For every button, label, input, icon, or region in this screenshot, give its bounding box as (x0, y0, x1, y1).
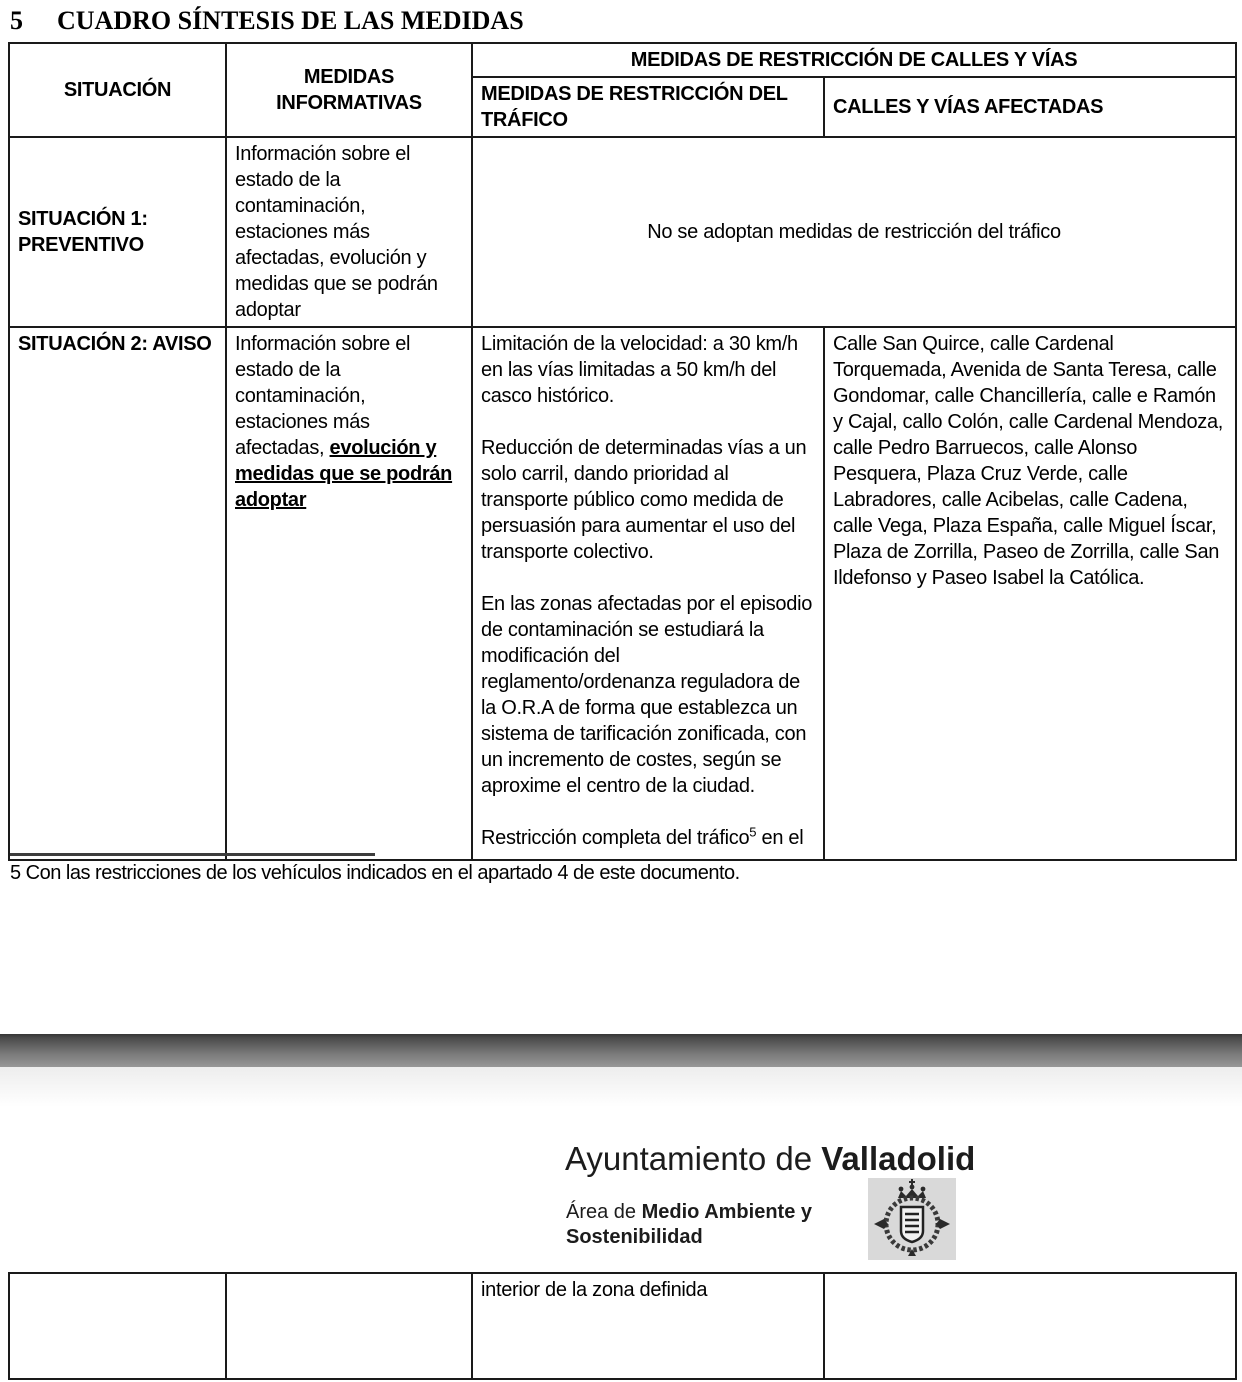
department-title (566, 1200, 818, 1250)
table-row-situacion-2 (9, 327, 1236, 860)
cont-cell-situacion (9, 1273, 226, 1379)
trafico-paragraph-1: Limitación de la velocidad: a 30 km/h en las vías limitadas a 50 km/h del casco histórico. (481, 333, 798, 407)
department-prefix: Área de (566, 1201, 642, 1223)
cont-cell-informativas (226, 1273, 472, 1379)
trafico-paragraph-4-suffix: en el (756, 827, 804, 849)
organization-prefix: Ayuntamiento de (565, 1140, 822, 1177)
section-title (10, 6, 524, 36)
trafico-paragraph-4 (481, 825, 815, 851)
table-row-continued (9, 1273, 1236, 1379)
header-calles-afectadas: CALLES Y VÍAS AFECTADAS (824, 77, 1236, 137)
header-group-restriccion: MEDIDAS DE RESTRICCIÓN DE CALLES Y VÍAS (472, 43, 1236, 77)
page-separator-shadow (0, 1067, 1242, 1107)
cell-informativas-2 (226, 327, 472, 860)
trafico-paragraph-4-text: Restricción completa del tráfico (481, 827, 750, 849)
section-title-text: CUADRO SÍNTESIS DE LAS MEDIDAS (57, 6, 524, 35)
header-situacion: SITUACIÓN (9, 43, 226, 137)
organization-name: Valladolid (821, 1140, 976, 1177)
cell-restriccion-trafico-2 (472, 327, 824, 860)
cell-situacion-2: SITUACIÓN 2: AVISO (9, 327, 226, 860)
table-row-situacion-1 (9, 137, 1236, 327)
cell-calles-afectadas-2: Calle San Quirce, calle Cardenal Torquemada, Avenida de Santa Teresa, calle Gondomar, calle Chancillería, calle e Ramón y Cajal, callo Colón, calle Cardenal Mendoza, calle Pedro Barruecos, calle Alonso Pesquera, Plaza Cruz Verde, calle Labradores, calle Acibelas, calle Cadena, calle Vega, Plaza España, calle Miguel Íscar, Plaza de Zorrilla, Paseo de Zorrilla, calle San Ildefonso y Paseo Isabel la Católica. (824, 327, 1236, 860)
valladolid-coat-of-arms-icon (868, 1178, 956, 1260)
measures-table-continued (8, 1272, 1237, 1380)
trafico-paragraph-3: En las zonas afectadas por el episodio de contaminación se estudiará la modificación del reglamento/ordenanza reguladora de la O.R.A de forma que establezca un sistema de tarificación zonificada, con un incremento de costes, según se aproxime el centro de la ciudad. (481, 593, 813, 797)
page-separator-bar (0, 1034, 1242, 1067)
cont-cell-calles (824, 1273, 1236, 1379)
section-number: 5 (10, 6, 23, 35)
table-header-group-row (9, 43, 1236, 77)
organization-title (565, 1140, 975, 1178)
footnote-separator-rule (10, 853, 375, 856)
footnote-reference-5: 5 (749, 824, 757, 840)
cell-situacion-1: SITUACIÓN 1: PREVENTIVO (9, 137, 226, 327)
header-restriccion-trafico: MEDIDAS DE RESTRICCIÓN DEL TRÁFICO (472, 77, 824, 137)
cell-no-restriccion: No se adoptan medidas de restricción del tráfico (472, 137, 1236, 327)
footnote-text: 5 Con las restricciones de los vehículos indicados en el apartado 4 de este documento. (10, 862, 740, 884)
trafico-paragraph-2: Reducción de determinadas vías a un solo carril, dando prioridad al transporte público como medida de persuasión para aumentar el uso del transporte colectivo. (481, 437, 807, 563)
cont-cell-restriccion-trafico: interior de la zona definida (472, 1273, 824, 1379)
department-name: Medio Ambiente y Sostenibilidad (566, 1201, 812, 1248)
cell-informativas-1: Información sobre el estado de la contaminación, estaciones más afectadas, evolución y medidas que se podrán adoptar (226, 137, 472, 327)
informativas-2-normal: Información sobre el estado de la contaminación, estaciones más afectadas, (235, 333, 411, 459)
coat-of-arms-graphic (868, 1178, 956, 1260)
measures-summary-table (8, 42, 1237, 861)
header-medidas-informativas: MEDIDAS INFORMATIVAS (226, 43, 472, 137)
informativas-2-destacado: evolución y medidas que se podrán adoptar (235, 437, 453, 511)
